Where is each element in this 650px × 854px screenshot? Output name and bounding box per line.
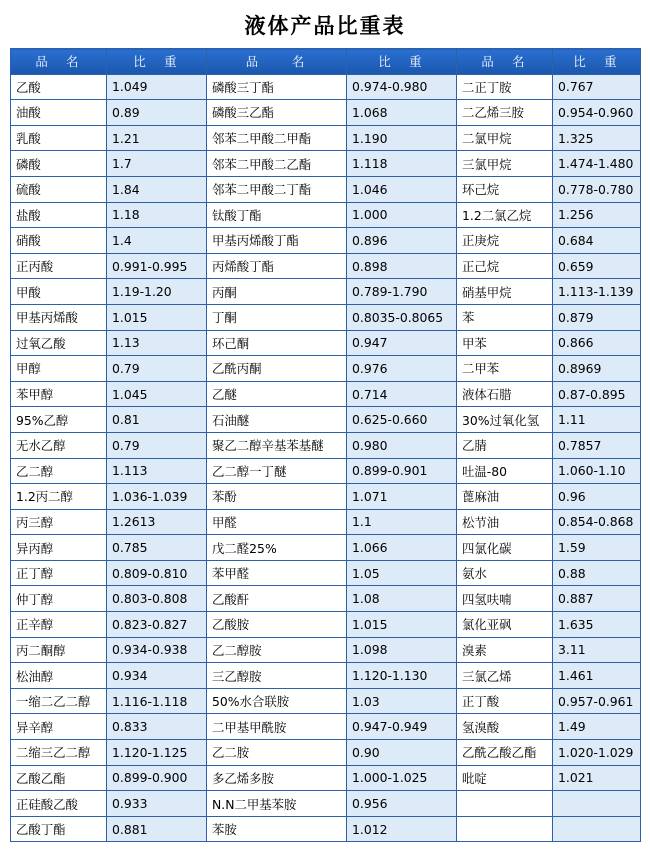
cell-product-name: 溴素: [457, 637, 553, 663]
cell-product-name: 钛酸丁酯: [207, 202, 347, 228]
cell-product-name: 苯甲醇: [11, 381, 107, 407]
table-row: [11, 535, 641, 561]
table-row: [11, 228, 641, 254]
cell-product-name: 仲丁醇: [11, 586, 107, 612]
page-title: 液体产品比重表: [244, 14, 406, 38]
cell-specific-gravity: 0.809-0.810: [107, 560, 207, 586]
cell-specific-gravity: 0.957-0.961: [553, 688, 641, 714]
cell-product-name: 乙酰丙酮: [207, 356, 347, 382]
table-row: [11, 304, 641, 330]
table-row: [11, 484, 641, 510]
cell-product-name: 乙二醇胺: [207, 637, 347, 663]
cell-product-name: 正己烷: [457, 253, 553, 279]
cell-product-name: 二正丁胺: [457, 74, 553, 100]
cell-specific-gravity: 0.947-0.949: [347, 714, 457, 740]
cell-product-name: N.N二甲基苯胺: [207, 791, 347, 817]
cell-specific-gravity: 1.13: [107, 330, 207, 356]
cell-specific-gravity: 1.84: [107, 176, 207, 202]
cell-product-name: 乙酸酐: [207, 586, 347, 612]
cell-specific-gravity: 1.060-1.10: [553, 458, 641, 484]
cell-specific-gravity: 3.11: [553, 637, 641, 663]
cell-specific-gravity: 1.116-1.118: [107, 688, 207, 714]
table-row: [11, 637, 641, 663]
cell-product-name: 苯甲醛: [207, 560, 347, 586]
cell-product-name: 三氯乙烯: [457, 663, 553, 689]
cell-product-name: 苯胺: [207, 816, 347, 842]
cell-specific-gravity: 1.03: [347, 688, 457, 714]
table-row: [11, 816, 641, 842]
cell-product-name: 环己烷: [457, 176, 553, 202]
cell-specific-gravity: 0.8035-0.8065: [347, 304, 457, 330]
cell-specific-gravity: 0.934-0.938: [107, 637, 207, 663]
cell-product-name: 丙烯酸丁酯: [207, 253, 347, 279]
table-row: [11, 176, 641, 202]
cell-specific-gravity: 0.899-0.901: [347, 458, 457, 484]
table-row: [11, 586, 641, 612]
cell-product-name: 四氢呋喃: [457, 586, 553, 612]
cell-specific-gravity: 0.866: [553, 330, 641, 356]
cell-product-name: 乙腈: [457, 432, 553, 458]
cell-product-name: 丁酮: [207, 304, 347, 330]
cell-product-name: 盐酸: [11, 202, 107, 228]
cell-specific-gravity: 1.012: [347, 816, 457, 842]
table-row: [11, 100, 641, 126]
table-row: [11, 125, 641, 151]
cell-specific-gravity: 0.88: [553, 560, 641, 586]
cell-product-name: 乙酸: [11, 74, 107, 100]
cell-specific-gravity: 0.823-0.827: [107, 612, 207, 638]
cell-product-name: 正丁酸: [457, 688, 553, 714]
cell-product-name: 1.2二氯乙烷: [457, 202, 553, 228]
table-row: [11, 458, 641, 484]
cell-specific-gravity: 0.954-0.960: [553, 100, 641, 126]
cell-specific-gravity: 0.934: [107, 663, 207, 689]
cell-specific-gravity: 1.474-1.480: [553, 151, 641, 177]
cell-product-name: 二缩三乙二醇: [11, 740, 107, 766]
cell-product-name: 松油醇: [11, 663, 107, 689]
cell-specific-gravity: 1.098: [347, 637, 457, 663]
cell-product-name: 吐温-80: [457, 458, 553, 484]
cell-specific-gravity: 1.000: [347, 202, 457, 228]
cell-product-name: 乙二醇一丁醚: [207, 458, 347, 484]
cell-specific-gravity: 1.256: [553, 202, 641, 228]
table-row: [11, 279, 641, 305]
cell-specific-gravity: 0.991-0.995: [107, 253, 207, 279]
table-header: [11, 49, 641, 75]
cell-specific-gravity: 0.974-0.980: [347, 74, 457, 100]
cell-product-name: 丙酮: [207, 279, 347, 305]
cell-product-name: 二乙烯三胺: [457, 100, 553, 126]
cell-specific-gravity: 0.8969: [553, 356, 641, 382]
cell-product-name: [457, 791, 553, 817]
cell-product-name: 二氯甲烷: [457, 125, 553, 151]
cell-specific-gravity: 1.21: [107, 125, 207, 151]
cell-specific-gravity: 1.325: [553, 125, 641, 151]
table-row: [11, 765, 641, 791]
header-row: [11, 49, 641, 75]
cell-specific-gravity: 1.113: [107, 458, 207, 484]
cell-product-name: 四氯化碳: [457, 535, 553, 561]
table-row: [11, 740, 641, 766]
cell-product-name: 甲基丙烯酸丁酯: [207, 228, 347, 254]
table-body: [11, 74, 641, 842]
cell-product-name: 一缩二乙二醇: [11, 688, 107, 714]
cell-product-name: 异丙醇: [11, 535, 107, 561]
cell-specific-gravity: 1.020-1.029: [553, 740, 641, 766]
cell-specific-gravity: 1.068: [347, 100, 457, 126]
cell-product-name: 氢溴酸: [457, 714, 553, 740]
cell-product-name: 乙酸胺: [207, 612, 347, 638]
cell-product-name: 硝基甲烷: [457, 279, 553, 305]
table-row: [11, 560, 641, 586]
cell-product-name: 1.2丙二醇: [11, 484, 107, 510]
cell-specific-gravity: 1.7: [107, 151, 207, 177]
cell-specific-gravity: 0.933: [107, 791, 207, 817]
cell-specific-gravity: 0.89: [107, 100, 207, 126]
cell-product-name: 液体石腊: [457, 381, 553, 407]
table-row: [11, 151, 641, 177]
cell-product-name: 正庚烷: [457, 228, 553, 254]
cell-specific-gravity: 0.980: [347, 432, 457, 458]
cell-product-name: 戊二醛25%: [207, 535, 347, 561]
cell-product-name: 三氯甲烷: [457, 151, 553, 177]
column-header-name-1: 品 名: [11, 49, 107, 75]
cell-product-name: 苯酚: [207, 484, 347, 510]
cell-specific-gravity: 0.79: [107, 432, 207, 458]
cell-specific-gravity: 1.120-1.125: [107, 740, 207, 766]
cell-product-name: 乙酰乙酸乙酯: [457, 740, 553, 766]
table-row: [11, 791, 641, 817]
table-row: [11, 509, 641, 535]
cell-product-name: 二甲基甲酰胺: [207, 714, 347, 740]
cell-specific-gravity: 1.461: [553, 663, 641, 689]
cell-specific-gravity: 1.11: [553, 407, 641, 433]
cell-product-name: 磷酸: [11, 151, 107, 177]
cell-specific-gravity: 1.05: [347, 560, 457, 586]
column-header-gravity-1: 比 重: [107, 49, 207, 75]
cell-specific-gravity: 0.899-0.900: [107, 765, 207, 791]
cell-product-name: 三乙醇胺: [207, 663, 347, 689]
cell-specific-gravity: 0.803-0.808: [107, 586, 207, 612]
cell-product-name: 正丁醇: [11, 560, 107, 586]
cell-specific-gravity: 1.066: [347, 535, 457, 561]
cell-product-name: 环己酮: [207, 330, 347, 356]
cell-specific-gravity: 0.896: [347, 228, 457, 254]
cell-product-name: 过氧乙酸: [11, 330, 107, 356]
cell-specific-gravity: 0.789-1.790: [347, 279, 457, 305]
cell-product-name: 磷酸三丁酯: [207, 74, 347, 100]
cell-product-name: 苯: [457, 304, 553, 330]
table-row: [11, 330, 641, 356]
cell-specific-gravity: 1.1: [347, 509, 457, 535]
cell-specific-gravity: 0.879: [553, 304, 641, 330]
cell-product-name: 95%乙醇: [11, 407, 107, 433]
table-row: [11, 381, 641, 407]
cell-specific-gravity: 0.785: [107, 535, 207, 561]
cell-product-name: 无水乙醇: [11, 432, 107, 458]
table-row: [11, 688, 641, 714]
cell-specific-gravity: 1.000-1.025: [347, 765, 457, 791]
table-row: [11, 432, 641, 458]
cell-specific-gravity: [553, 816, 641, 842]
table-row: [11, 407, 641, 433]
cell-product-name: 磷酸三乙酯: [207, 100, 347, 126]
cell-product-name: 丙二酮醇: [11, 637, 107, 663]
cell-product-name: 乙二胺: [207, 740, 347, 766]
cell-product-name: 多乙烯多胺: [207, 765, 347, 791]
cell-product-name: 邻苯二甲酸二甲酯: [207, 125, 347, 151]
cell-specific-gravity: 1.015: [107, 304, 207, 330]
cell-specific-gravity: 1.635: [553, 612, 641, 638]
cell-specific-gravity: 1.19-1.20: [107, 279, 207, 305]
cell-specific-gravity: 1.045: [107, 381, 207, 407]
cell-product-name: 正丙酸: [11, 253, 107, 279]
cell-specific-gravity: 0.659: [553, 253, 641, 279]
cell-specific-gravity: 1.071: [347, 484, 457, 510]
cell-specific-gravity: 0.947: [347, 330, 457, 356]
cell-specific-gravity: 1.113-1.139: [553, 279, 641, 305]
cell-specific-gravity: 1.021: [553, 765, 641, 791]
cell-product-name: 乙酸乙酯: [11, 765, 107, 791]
cell-specific-gravity: 0.96: [553, 484, 641, 510]
cell-specific-gravity: 0.714: [347, 381, 457, 407]
cell-product-name: 二甲苯: [457, 356, 553, 382]
cell-product-name: 丙三醇: [11, 509, 107, 535]
column-header-gravity-2: 比 重: [347, 49, 457, 75]
cell-product-name: 甲酸: [11, 279, 107, 305]
cell-specific-gravity: 0.767: [553, 74, 641, 100]
cell-product-name: 甲苯: [457, 330, 553, 356]
table-row: [11, 202, 641, 228]
table-row: [11, 714, 641, 740]
cell-specific-gravity: 1.049: [107, 74, 207, 100]
column-header-name-3: 品 名: [457, 49, 553, 75]
cell-product-name: 邻苯二甲酸二乙酯: [207, 151, 347, 177]
cell-specific-gravity: 0.87-0.895: [553, 381, 641, 407]
cell-specific-gravity: 0.833: [107, 714, 207, 740]
cell-specific-gravity: 1.190: [347, 125, 457, 151]
cell-product-name: 正硅酸乙酸: [11, 791, 107, 817]
cell-specific-gravity: 1.036-1.039: [107, 484, 207, 510]
cell-specific-gravity: 1.18: [107, 202, 207, 228]
cell-product-name: 甲基丙烯酸: [11, 304, 107, 330]
cell-product-name: 甲醛: [207, 509, 347, 535]
table-row: [11, 663, 641, 689]
cell-product-name: 甲醇: [11, 356, 107, 382]
cell-specific-gravity: 1.49: [553, 714, 641, 740]
cell-specific-gravity: 0.79: [107, 356, 207, 382]
cell-specific-gravity: 0.684: [553, 228, 641, 254]
table-row: [11, 74, 641, 100]
cell-product-name: 硝酸: [11, 228, 107, 254]
cell-specific-gravity: 1.2613: [107, 509, 207, 535]
cell-specific-gravity: 0.976: [347, 356, 457, 382]
table-row: [11, 356, 641, 382]
cell-product-name: 乙二醇: [11, 458, 107, 484]
cell-product-name: 30%过氧化氢: [457, 407, 553, 433]
cell-product-name: 氯化亚砜: [457, 612, 553, 638]
cell-product-name: [457, 816, 553, 842]
cell-product-name: 石油醚: [207, 407, 347, 433]
cell-specific-gravity: 1.046: [347, 176, 457, 202]
cell-specific-gravity: [553, 791, 641, 817]
table-row: [11, 612, 641, 638]
cell-product-name: 氨水: [457, 560, 553, 586]
cell-product-name: 硫酸: [11, 176, 107, 202]
table-row: [11, 253, 641, 279]
cell-product-name: 聚乙二醇辛基苯基醚: [207, 432, 347, 458]
cell-product-name: 乙醚: [207, 381, 347, 407]
cell-specific-gravity: 1.59: [553, 535, 641, 561]
cell-specific-gravity: 0.881: [107, 816, 207, 842]
cell-specific-gravity: 0.887: [553, 586, 641, 612]
cell-product-name: 正辛醇: [11, 612, 107, 638]
cell-product-name: 油酸: [11, 100, 107, 126]
cell-specific-gravity: 1.08: [347, 586, 457, 612]
cell-specific-gravity: 1.015: [347, 612, 457, 638]
cell-product-name: 邻苯二甲酸二丁酯: [207, 176, 347, 202]
cell-specific-gravity: 1.120-1.130: [347, 663, 457, 689]
cell-specific-gravity: 0.956: [347, 791, 457, 817]
cell-product-name: 蓖麻油: [457, 484, 553, 510]
cell-product-name: 50%水合联胺: [207, 688, 347, 714]
column-header-name-2: 品 名: [207, 49, 347, 75]
column-header-gravity-3: 比 重: [553, 49, 641, 75]
cell-product-name: 乙酸丁酯: [11, 816, 107, 842]
cell-product-name: 异辛醇: [11, 714, 107, 740]
cell-specific-gravity: 0.90: [347, 740, 457, 766]
cell-product-name: 松节油: [457, 509, 553, 535]
cell-product-name: 吡啶: [457, 765, 553, 791]
cell-specific-gravity: 1.4: [107, 228, 207, 254]
cell-specific-gravity: 1.118: [347, 151, 457, 177]
cell-specific-gravity: 0.898: [347, 253, 457, 279]
cell-specific-gravity: 0.778-0.780: [553, 176, 641, 202]
specific-gravity-table: [10, 48, 641, 842]
cell-product-name: 乳酸: [11, 125, 107, 151]
cell-specific-gravity: 0.81: [107, 407, 207, 433]
cell-specific-gravity: 0.854-0.868: [553, 509, 641, 535]
cell-specific-gravity: 0.625-0.660: [347, 407, 457, 433]
cell-specific-gravity: 0.7857: [553, 432, 641, 458]
